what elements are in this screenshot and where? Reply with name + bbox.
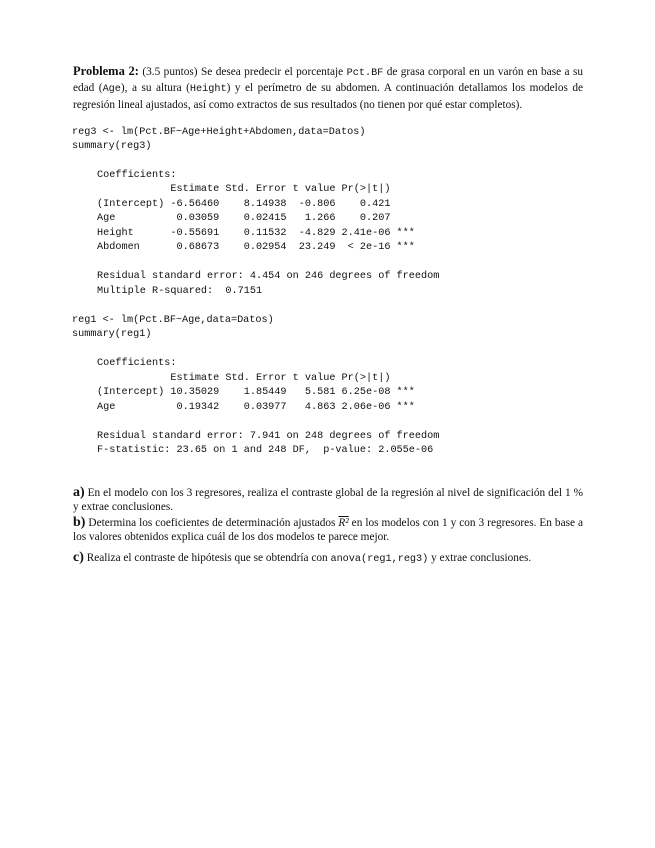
question-b-text-2: en los modelos con 1 y con 3 regresores. En base a los valores obtenidos explica cuál de los dos modelos te parece mejor.	[73, 517, 583, 544]
question-c-label: c)	[73, 550, 84, 565]
output1-header: Estimate Std. Error t value Pr(>|t|)	[97, 184, 391, 195]
output1-rse: Residual standard error: 4.454 on 246 degrees of freedom	[97, 271, 440, 282]
output2-coef-label: Coefficients:	[97, 358, 177, 369]
output2-fstat: F-statistic: 23.65 on 1 and 248 DF, p-value: 2.055e-06	[97, 445, 434, 456]
code-reg3-line1: reg3 <- lm(Pct.BF~Age+Height+Abdomen,data=Datos)	[72, 127, 366, 138]
question-c-text-2: y extrae conclusiones.	[428, 552, 532, 564]
question-b-text-1: Determina los coeficientes de determinación ajustados	[85, 517, 339, 529]
problem-text-3: ), a su altura (	[120, 82, 190, 95]
output2-row-intercept: (Intercept) 10.35029 1.85449 5.581 6.25e-08 ***	[97, 387, 415, 398]
question-c	[73, 551, 583, 567]
output1-coef-label: Coefficients:	[97, 170, 177, 181]
problem-text-4: ) y el perímetro de su abdomen. A continuación detallamos los modelos de regresión lineal ajustados, así como extractos de sus resultados (no tienen por qué estar completos).	[73, 82, 583, 111]
question-b-label: b)	[73, 515, 86, 530]
output1-row-abdomen: Abdomen 0.68673 0.02954 23.249 < 2e-16 ***	[97, 242, 415, 253]
code-reg3-line2: summary(reg3)	[72, 141, 152, 152]
problem-text-1: Se desea predecir el porcentaje	[197, 66, 347, 78]
question-b	[73, 516, 583, 545]
question-a	[73, 486, 583, 515]
var-age: Age	[102, 84, 121, 96]
output2-rse: Residual standard error: 7.941 on 248 degrees of freedom	[97, 431, 440, 442]
question-c-text-1: Realiza el contraste de hipótesis que se obtendría con	[83, 552, 331, 564]
question-c-code: anova(reg1,reg3)	[330, 554, 429, 565]
code-reg1-line2: summary(reg1)	[72, 329, 152, 340]
output1-r2: Multiple R-squared: 0.7151	[97, 286, 263, 297]
var-height: Height	[189, 84, 227, 96]
var-pctbf: Pct.BF	[346, 68, 384, 79]
problem-text-2: de grasa corporal en un varón en base a su edad (	[73, 66, 583, 95]
output1-row-intercept: (Intercept) -6.56460 8.14938 -0.806 0.421	[97, 199, 391, 210]
question-a-label: a)	[73, 485, 85, 500]
question-a-text: En el modelo con los 3 regresores, realiza el contraste global de la regresión al nivel de significación del 1 % y extrae conclusiones.	[73, 487, 583, 514]
output2-header: Estimate Std. Error t value Pr(>|t|)	[97, 373, 391, 384]
problem-title: Problema 2:	[73, 64, 139, 78]
adjusted-r2-symbol: R²	[338, 517, 349, 529]
code-reg1-line1: reg1 <- lm(Pct.BF~Age,data=Datos)	[72, 315, 274, 326]
problem-points: (3.5 puntos)	[142, 66, 198, 78]
output1-row-height: Height -0.55691 0.11532 -4.829 2.41e-06 ***	[97, 228, 415, 239]
output2-row-age: Age 0.19342 0.03977 4.863 2.06e-06 ***	[97, 402, 415, 413]
problem-statement	[73, 64, 583, 112]
output1-row-age: Age 0.03059 0.02415 1.266 0.207	[97, 213, 391, 224]
